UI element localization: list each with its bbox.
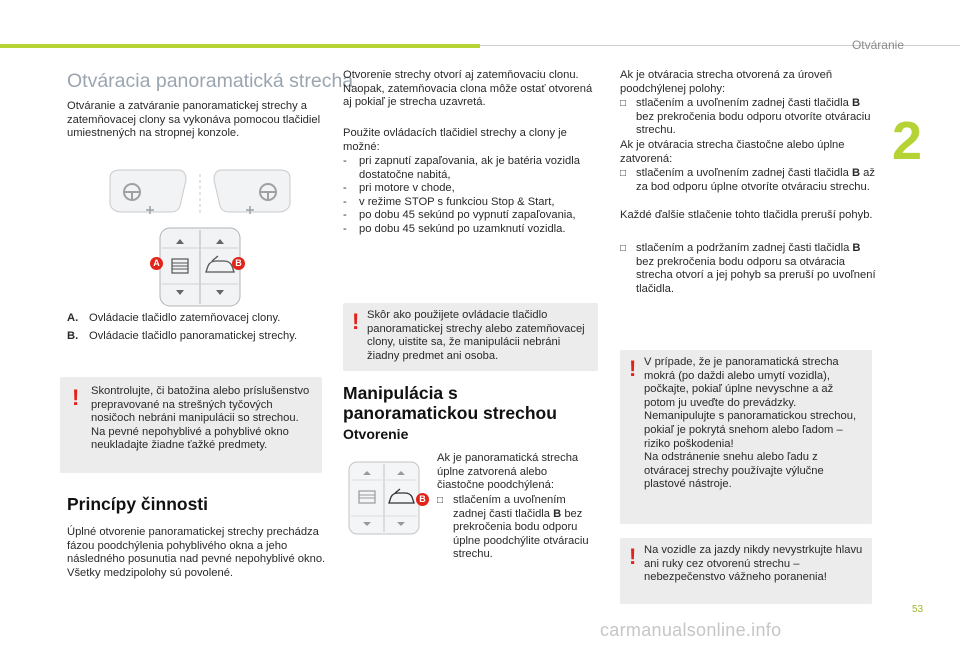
bullet-text: stlačením a uvoľnením zadnej časti tlačidla xyxy=(453,494,566,520)
list-item: - pri motore v chode, xyxy=(343,182,598,196)
checkbox-bullet-icon: □ xyxy=(620,98,627,109)
legend-key: A. xyxy=(67,312,79,324)
legend-item-a xyxy=(67,312,327,326)
label-a-badge: A xyxy=(150,257,163,270)
checkbox-bullet-icon: □ xyxy=(620,168,627,179)
bullet-text: stlačením a uvoľnením zadnej časti tlačidla xyxy=(636,167,852,179)
list-item: - po dobu 45 sekúnd po vypnutí zapaľovania, xyxy=(343,209,598,223)
col3-bullet-2 xyxy=(620,167,876,194)
warning-box xyxy=(620,538,872,604)
legend-item-b xyxy=(67,330,327,344)
label-b-badge: B xyxy=(416,493,429,506)
warning-exclamation-icon: ! xyxy=(629,544,637,569)
checkbox-bullet-icon: □ xyxy=(437,495,444,506)
bullet-text: stlačením a uvoľnením zadnej časti tlačidla xyxy=(636,97,852,109)
subsection-heading-opening: Otvorenie xyxy=(343,426,409,442)
bullet-key: B xyxy=(553,507,562,520)
legend-text: Ovládacie tlačidlo panoramatickej strechy. xyxy=(89,329,298,342)
warning-box xyxy=(343,303,598,371)
bullet-key: B xyxy=(851,97,861,109)
warning-text: Na odstránenie snehu alebo ľadu z otváracej strechy používajte výlučne plastové nástroje. xyxy=(644,451,824,491)
principles-paragraph: Všetky medzipolohy sú povolené. xyxy=(67,566,234,579)
chapter-number: 2 xyxy=(892,111,923,171)
principles-text xyxy=(67,526,329,580)
warning-text: Skôr ako použijete ovládacie tlačidlo panoramatickej strechy alebo zatemňovacej clony, uistite sa, že manipulácii nebráni žiadny predmet ani osoba. xyxy=(367,309,585,362)
legend-key: B. xyxy=(67,329,79,342)
col3-bullet-1 xyxy=(620,97,876,138)
warning-exclamation-icon: ! xyxy=(72,385,80,410)
col2-paragraph-1: Otvorenie strechy otvorí aj zatemňovaciu clonu. Naopak, zatemňovacia clona môže ostať otvorená aj pokiaľ je strecha uzavretá. xyxy=(343,69,593,109)
warning-exclamation-icon: ! xyxy=(352,309,360,334)
list-item: - pri zapnutí zapaľovania, ak je batéria vozidla dostatočne nabitá, xyxy=(343,155,598,182)
bullet-text: bez prekročenia bodu odporu sa otváracia strecha otvorí a jej pohyb sa preruší po uvoľnení tlačidla. xyxy=(636,255,876,295)
conditions-list xyxy=(343,155,598,237)
bullet-text: stlačením a podržaním zadnej časti tlačidla xyxy=(636,242,853,254)
col3-paragraph-2: Ak je otváracia strecha čiastočne alebo úplne zatvorená: xyxy=(620,139,845,165)
checkbox-bullet-icon: □ xyxy=(620,243,627,254)
watermark-text: carmanualsonline.info xyxy=(600,620,782,640)
section-heading-principles: Princípy činnosti xyxy=(67,494,208,514)
opening-bullet xyxy=(437,494,597,562)
chapter-title: Otváranie xyxy=(851,38,904,52)
intro-paragraph: Otváranie a zatváranie panoramatickej strechy a zatemňovacej clony sa vykonáva pomocou tlačidiel umiestnených na stropnej konzole. xyxy=(67,100,321,140)
principles-paragraph: Úplné otvorenie panoramatickej strechy prechádza fázou poodchýlenia pohyblivého okna a jeho následného posunutia nad pevné nepohyblivé okno. xyxy=(67,526,326,566)
warning-text: V prípade, že je panoramatická strecha mokrá (po daždi alebo umytí vozidla), počkajte, pokiaľ úplne nevyschne a až potom ju uveďte do prevádzky. xyxy=(644,356,839,409)
warning-text: Nemanipulujte s panoramatickou strechou, pokiaľ je pokrytá snehom alebo ľadom – riziko poškodenia! xyxy=(644,410,857,450)
col2-paragraph-2: Použite ovládacích tlačidiel strechy a clony je možné: xyxy=(343,127,567,153)
page-number: 53 xyxy=(912,604,924,615)
bullet-key: B xyxy=(852,242,861,254)
list-item: - v režime STOP s funkciou Stop & Start, xyxy=(343,196,598,210)
section-heading-manipulation: Manipulácia s panoramatickou strechou xyxy=(343,383,557,423)
warning-exclamation-icon: ! xyxy=(629,356,637,381)
col3-paragraph-1: Ak je otváracia strecha otvorená za úroveň poodchýlenej polohy: xyxy=(620,69,833,95)
roof-console-illustration xyxy=(100,168,300,308)
warning-text: Na vozidle za jazdy nikdy nevystrkujte hlavu ani ruky cez otvorenú strechu – nebezpečenstvo vážneho poranenia! xyxy=(644,544,863,584)
bullet-text: bez prekročenia bodu odporu otvoríte otváraciu strechu. xyxy=(636,110,871,137)
opening-intro: Ak je panoramatická strecha úplne zatvorená alebo čiastočne poodchýlená: xyxy=(437,452,579,492)
page-title: Otváracia panoramatická strecha xyxy=(67,70,354,92)
header-accent-bar xyxy=(0,44,480,48)
warning-box xyxy=(620,350,872,524)
list-item: - po dobu 45 sekúnd po uzamknutí vozidla. xyxy=(343,223,598,237)
warning-text: Na pevné nepohyblivé a pohyblivé okno neukladajte žiadne ťažké predmety. xyxy=(91,425,289,452)
warning-box xyxy=(60,377,322,473)
button-legend xyxy=(67,312,327,343)
label-b-badge: B xyxy=(232,257,245,270)
bullet-text: až za bod odporu úplne otvoríte otváraciu strechu. xyxy=(636,167,875,193)
col3-paragraph-3: Každé ďalšie stlačenie tohto tlačidla preruší pohyb. xyxy=(620,209,873,221)
legend-text: Ovládacie tlačidlo zatemňovacej clony. xyxy=(89,312,281,324)
bullet-text: bez prekročenia bodu odporu úplne poodchýlite otváraciu strechu. xyxy=(453,507,589,561)
bullet-key: B xyxy=(851,167,861,179)
col3-bullet-3 xyxy=(620,242,876,296)
warning-text: Skontrolujte, či batožina alebo príslušenstvo prepravované na strešných tyčových nosičoch nebráni manipulácii so strechou. xyxy=(91,385,310,425)
